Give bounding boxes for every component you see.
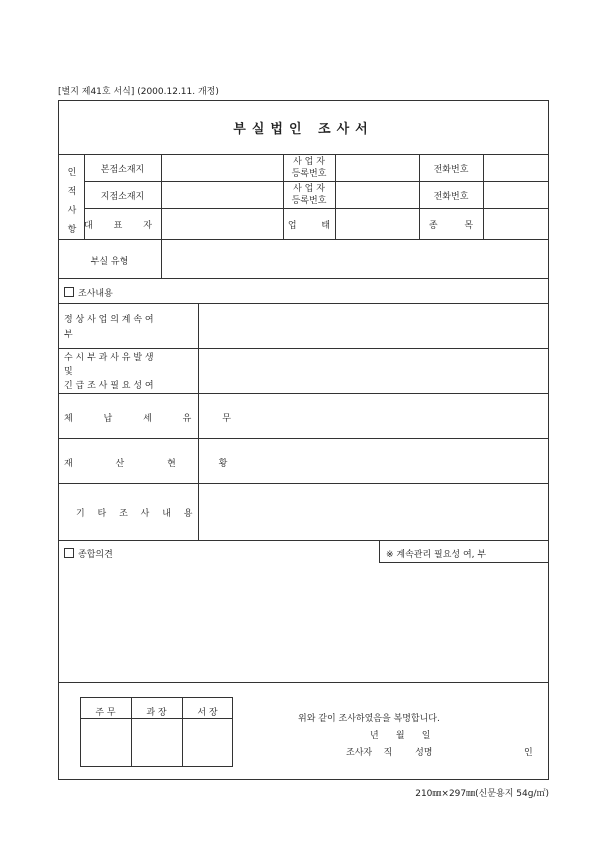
divider — [379, 540, 380, 562]
phone-label: 전화번호 — [433, 192, 469, 202]
opinion-section-title: 종합의견 — [64, 547, 113, 560]
report-date-line: 년 월 일 — [370, 731, 431, 741]
divider — [161, 154, 162, 278]
divider — [379, 562, 549, 563]
row-tax-arrears-label: 체 납 세 유 무 — [64, 414, 231, 424]
biz-reg-label: 사 업 자 등록번호 — [291, 184, 327, 206]
business-type-label: 업 태 — [287, 221, 331, 231]
divider — [58, 303, 549, 304]
investigation-section-title: 조사내용 — [64, 286, 113, 299]
divider — [58, 348, 549, 349]
divider — [483, 154, 484, 239]
continuity-note: ※ 계속관리 필요성 여, 부 — [386, 550, 487, 560]
report-statement: 위와 같이 조사하였음을 복명합니다. — [298, 714, 440, 724]
representative-label: 대 표 자 — [84, 221, 161, 231]
divider — [335, 154, 336, 239]
row-other-details-label: 기 타 조 사 내 용 — [76, 509, 193, 519]
divider — [84, 208, 549, 209]
page-title: 부실법인 조사서 — [233, 122, 374, 137]
divider — [58, 393, 549, 394]
paper-spec: 210㎜×297㎜(신문용지 54g/㎡) — [415, 789, 549, 799]
biz-reg-label: 사 업 자 등록번호 — [291, 157, 327, 179]
checkbox-icon — [64, 548, 74, 558]
row-property-status-label: 재 산 현 황 — [64, 459, 228, 469]
divider — [58, 483, 549, 484]
divider — [58, 154, 549, 155]
head-office-label: 본점소재지 — [100, 165, 145, 175]
item-label: 종 목 — [428, 221, 474, 231]
seal-mark: 인 — [524, 748, 533, 758]
divider — [58, 682, 549, 683]
identity-section-label: 인 적 사 항 — [67, 168, 77, 235]
divider — [58, 278, 549, 279]
row-business-continuity-label: 정 상 사 업 의 계 속 여 부 — [64, 315, 154, 340]
branch-label: 지점소재지 — [100, 192, 145, 202]
divider — [80, 718, 233, 719]
row-urgent-investigation-label: 수 시 부 과 사 유 발 생 및 긴 급 조 사 필 요 성 여 — [64, 353, 154, 391]
investigator-line: 조사자 직 성명 — [346, 748, 433, 758]
form-number: [별지 제41호 서식] (2000.12.11. 개정) — [58, 87, 219, 97]
phone-label: 전화번호 — [433, 165, 469, 175]
divider — [58, 239, 549, 240]
divider — [58, 438, 549, 439]
approval-header-director: 서 장 — [197, 708, 218, 718]
checkbox-icon — [64, 287, 74, 297]
approval-header-chief: 과 장 — [146, 708, 167, 718]
divider — [84, 181, 549, 182]
insolvency-type-label: 부실 유형 — [90, 257, 129, 267]
approval-header-staff: 주 무 — [95, 708, 116, 718]
divider — [58, 540, 549, 541]
